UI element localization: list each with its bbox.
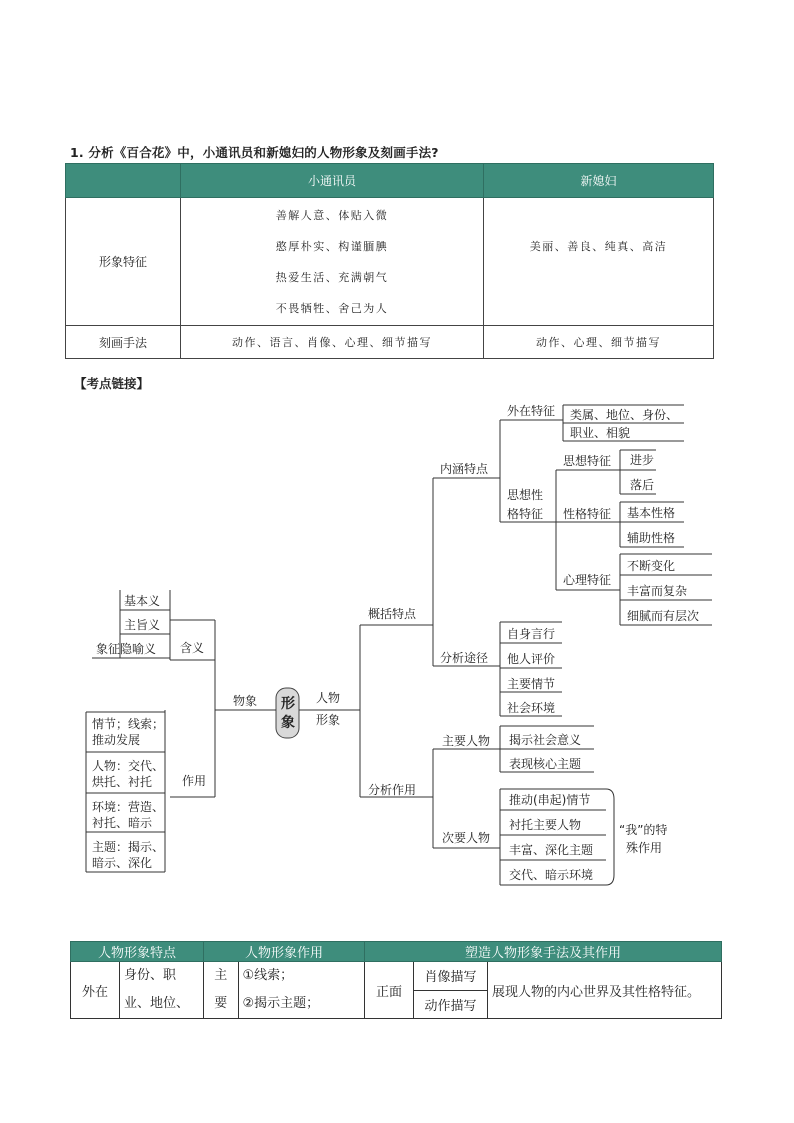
outer-item: 类属、地位、身份、 bbox=[570, 408, 679, 422]
identity-cell bbox=[120, 962, 204, 1019]
thought-label: 思想特征 bbox=[563, 454, 612, 468]
table-row-features bbox=[66, 198, 714, 326]
function-item: 人物：交代、 bbox=[92, 759, 165, 773]
header-methods: 塑造人物形象手法及其作用 bbox=[365, 942, 722, 962]
header-roles: 人物形象作用 bbox=[204, 942, 365, 962]
soldier-methods: 动作、语言、肖像、心理、细节描写 bbox=[181, 326, 484, 359]
analysis-item: 他人评价 bbox=[507, 652, 556, 666]
character-item: 基本性格 bbox=[627, 506, 676, 520]
function-item: 推动发展 bbox=[92, 733, 141, 747]
function-item: 暗示、深化 bbox=[92, 856, 153, 870]
minor-note: “我”的特 bbox=[619, 823, 668, 837]
header-soldier: 小通讯员 bbox=[181, 164, 484, 198]
methods-label: 刻画手法 bbox=[66, 326, 181, 359]
psychology-label: 心理特征 bbox=[563, 573, 612, 587]
thought-character-label: 格特征 bbox=[507, 507, 544, 521]
features-label: 形象特征 bbox=[66, 198, 181, 326]
minor-label: 次要人物 bbox=[442, 831, 491, 845]
center-char: 形 bbox=[281, 696, 295, 712]
analysis-label: 分析途径 bbox=[440, 651, 489, 665]
summary-label: 概括特点 bbox=[368, 607, 417, 621]
analysis-item: 自身言行 bbox=[507, 627, 556, 641]
thought-character-label: 思想性 bbox=[507, 488, 544, 502]
psychology-item: 丰富而复杂 bbox=[627, 584, 688, 598]
identity-line: 身份、职 bbox=[124, 968, 177, 983]
bride-methods: 动作、心理、细节描写 bbox=[484, 326, 714, 359]
header-bride: 新媳妇 bbox=[484, 164, 714, 198]
soldier-feature: 憨厚朴实、构谨腼腆 bbox=[275, 239, 389, 253]
section-title: 【考点链接】 bbox=[74, 376, 150, 391]
character-label: 性格特征 bbox=[563, 507, 612, 521]
function-item: 主题：揭示、 bbox=[92, 840, 165, 854]
mindmap bbox=[0, 395, 794, 895]
question-title: 1. 分析《百合花》中，小通讯员和新媳妇的人物形象及刻画手法? bbox=[70, 145, 439, 160]
function-item: 情节；线索； bbox=[92, 717, 165, 731]
bride-features-text: 美丽、善良、纯真、高洁 bbox=[529, 240, 668, 253]
minor-item: 交代、暗示环境 bbox=[509, 868, 594, 882]
direct-cell: 正面 bbox=[365, 962, 414, 1019]
function-item: 环境：营造、 bbox=[92, 800, 165, 814]
function-item: 烘托、衬托 bbox=[92, 775, 153, 789]
bride-features bbox=[484, 198, 714, 326]
soldier-features bbox=[181, 198, 484, 326]
outer-cell: 外在 bbox=[71, 962, 120, 1019]
table-header-row bbox=[66, 164, 714, 198]
portrait-cell: 肖像描写 bbox=[414, 962, 488, 991]
main-cell bbox=[204, 962, 239, 1019]
main-char: 要 bbox=[214, 996, 228, 1011]
main-item: 表现核心主题 bbox=[509, 757, 582, 771]
minor-note: 殊作用 bbox=[626, 841, 663, 855]
soldier-feature: 善解人意、体贴入微 bbox=[275, 208, 389, 222]
header-empty bbox=[66, 164, 181, 198]
analysis-item: 主要情节 bbox=[507, 677, 556, 691]
minor-item: 衬托主要人物 bbox=[509, 818, 582, 832]
minor-item: 丰富、深化主题 bbox=[509, 843, 594, 857]
header-features: 人物形象特点 bbox=[71, 942, 204, 962]
main-label: 主要人物 bbox=[442, 734, 491, 748]
inner-label: 内涵特点 bbox=[440, 462, 489, 476]
minor-item: 推动(串起)情节 bbox=[509, 793, 591, 807]
psychology-item: 不断变化 bbox=[627, 559, 676, 573]
analysis-item: 社会环境 bbox=[507, 701, 556, 715]
thought-item: 落后 bbox=[630, 478, 655, 492]
center-char: 象 bbox=[281, 715, 295, 731]
main-item: 揭示社会意义 bbox=[509, 733, 582, 747]
thought-item: 进步 bbox=[630, 453, 655, 467]
psychology-item: 细腻而有层次 bbox=[627, 609, 700, 623]
role-line: ①线索； bbox=[242, 968, 294, 983]
role-line: ②揭示主题； bbox=[242, 996, 320, 1011]
identity-line: 业、地位、 bbox=[124, 996, 190, 1011]
meaning-label: 含义 bbox=[180, 641, 205, 655]
table-row-methods bbox=[66, 326, 714, 359]
summary-row bbox=[71, 962, 722, 991]
function-label: 作用 bbox=[182, 774, 207, 788]
outer-label: 外在特征 bbox=[507, 404, 556, 418]
meaning-item: 象征隐喻义 bbox=[96, 642, 157, 656]
main-char: 主 bbox=[214, 968, 228, 983]
soldier-feature: 热爱生活、充满朝气 bbox=[275, 270, 389, 284]
action-cell: 动作描写 bbox=[414, 990, 488, 1019]
right-branch-label: 人物 bbox=[316, 691, 341, 705]
effect-cell: 展现人物的内心世界及其性格特征。 bbox=[488, 962, 722, 1019]
outer-item: 职业、相貌 bbox=[570, 426, 631, 440]
summary-table bbox=[70, 941, 722, 1019]
left-branch-label: 物象 bbox=[233, 694, 258, 708]
meaning-item: 主旨义 bbox=[124, 618, 161, 632]
role-label: 分析作用 bbox=[368, 783, 417, 797]
meaning-item: 基本义 bbox=[124, 594, 161, 608]
roles-cell bbox=[238, 962, 365, 1019]
summary-header-row bbox=[71, 942, 722, 962]
soldier-feature: 不畏牺牲、舍己为人 bbox=[275, 301, 389, 315]
character-item: 辅助性格 bbox=[627, 531, 676, 545]
function-item: 衬托、暗示 bbox=[92, 816, 153, 830]
analysis-table bbox=[65, 163, 714, 359]
right-branch-label: 形象 bbox=[316, 713, 341, 727]
